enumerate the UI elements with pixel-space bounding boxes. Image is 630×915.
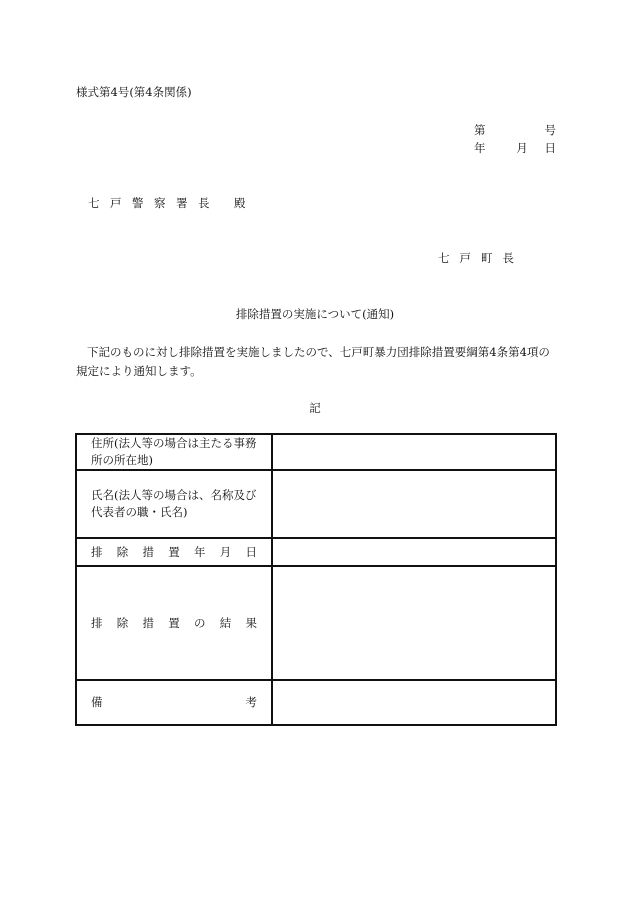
remarks-label xyxy=(76,680,272,725)
table-row-date xyxy=(76,538,556,566)
document-subject: 排除措置の実施について(通知) xyxy=(235,307,395,321)
document-number xyxy=(474,122,556,138)
exclusion-result-label-char-3: 措 xyxy=(142,615,154,630)
date-day: 日 xyxy=(544,141,556,155)
exclusion-date-value-cell[interactable] xyxy=(272,538,556,566)
doc-number-prefix: 第 xyxy=(474,123,486,137)
remarks-label-text xyxy=(91,694,263,711)
date-month: 月 xyxy=(516,141,528,155)
table-row-name xyxy=(76,470,556,538)
table-row-address xyxy=(76,434,556,470)
address-label: 住所(法人等の場合は主たる事務所の所在地) xyxy=(76,434,272,470)
exclusion-date-label-char-7: 日 xyxy=(245,544,257,559)
exclusion-result-label-char-1: 排 xyxy=(91,615,103,630)
exclusion-date-label-char-5: 年 xyxy=(194,544,206,559)
form-number: 様式第4号(第4条関係) xyxy=(76,85,192,99)
exclusion-date-label-char-2: 除 xyxy=(116,544,129,559)
detail-table xyxy=(75,433,557,726)
name-label: 氏名(法人等の場合は、名称及び代表者の職・氏名) xyxy=(76,470,272,538)
exclusion-date-label xyxy=(76,538,272,566)
exclusion-result-value-cell[interactable] xyxy=(272,566,556,680)
remarks-label-char-2: 考 xyxy=(245,695,257,709)
exclusion-result-label-char-6: 結 xyxy=(219,615,232,630)
exclusion-result-label-char-2: 除 xyxy=(116,615,129,630)
address-value-cell[interactable] xyxy=(272,434,556,470)
doc-number-suffix: 号 xyxy=(544,123,556,137)
name-value-cell[interactable] xyxy=(272,470,556,538)
exclusion-date-label-char-6: 月 xyxy=(219,544,232,559)
issue-date xyxy=(474,140,556,156)
exclusion-date-label-char-1: 排 xyxy=(91,544,103,559)
table-row-result xyxy=(76,566,556,680)
addressee xyxy=(88,195,246,211)
date-year: 年 xyxy=(474,141,486,155)
exclusion-date-label-text xyxy=(91,544,263,561)
exclusion-result-label-char-7: 果 xyxy=(245,615,257,630)
exclusion-date-label-char-3: 措 xyxy=(142,544,154,559)
remarks-value-cell[interactable] xyxy=(272,680,556,725)
note-heading: 記 xyxy=(309,401,321,415)
remarks-label-char-1: 備 xyxy=(91,695,103,709)
body-text: 下記のものに対し排除措置を実施しましたので、七戸町暴力団排除措置要綱第4条第4項の規定により通知します。 xyxy=(76,345,550,378)
exclusion-result-label-char-5: の xyxy=(194,615,206,630)
addressee-honorific: 殿 xyxy=(234,196,246,210)
exclusion-date-label-char-4: 置 xyxy=(168,544,180,559)
exclusion-result-label xyxy=(76,566,272,680)
exclusion-result-label-char-4: 置 xyxy=(168,615,180,630)
addressee-title: 七戸警察署長 xyxy=(88,196,220,210)
exclusion-result-label-text xyxy=(91,615,263,632)
sender-title: 七戸町長 xyxy=(438,251,524,265)
table-row-remarks xyxy=(76,680,556,725)
